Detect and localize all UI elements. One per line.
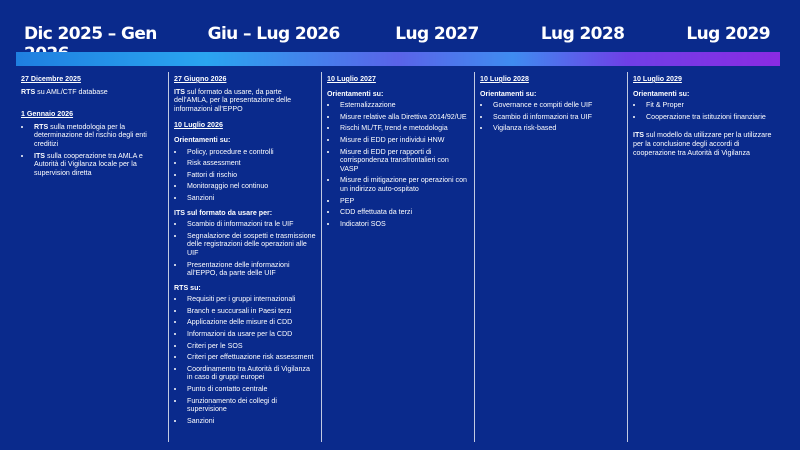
list-item: • Coordinamento tra Autorità di Vigilanza in caso di gruppi europei — [185, 365, 316, 382]
list-item: • Monitoraggio nel continuo — [185, 182, 316, 191]
period-header-2: Giu – Lug 2026 — [207, 24, 340, 44]
list-item: • Sanzioni — [185, 194, 316, 203]
list-item: • Criteri per le SOS — [185, 342, 316, 351]
list-item: • PEP — [338, 197, 469, 206]
paragraph-text: sul formato da usare, da parte dell’AMLA, per la presentazione delle informazioni all’EPPO — [174, 87, 292, 113]
date-heading: 10 Luglio 2029 — [633, 75, 682, 83]
list-item: • Scambio di informazioni tra le UIF — [185, 220, 316, 229]
subheading: RTS su: — [174, 283, 201, 292]
list-item: • Punto di contatto centrale — [185, 385, 316, 394]
paragraph — [174, 88, 316, 114]
bullet-list — [327, 101, 469, 228]
list-item: • Fattori di rischio — [185, 171, 316, 180]
timeline-gradient-bar — [16, 52, 780, 66]
paragraph-text: sul modello da utilizzare per la utilizzare per la conclusione degli accordi di cooperazione tra Autorità di Vigilanza — [633, 131, 772, 157]
paragraph-text: su AML/CTF database — [35, 87, 108, 96]
bullet-list — [174, 148, 316, 203]
list-item: • Rischi ML/TF, trend e metodologia — [338, 124, 469, 133]
list-item: • Risk assessment — [185, 159, 316, 168]
bullet-list — [174, 220, 316, 278]
date-heading: 27 Dicembre 2025 — [21, 75, 81, 83]
bullet-list — [174, 295, 316, 425]
column-lug-2029 — [628, 72, 780, 442]
acronym: RTS — [34, 122, 49, 131]
list-item: • Informazioni da usare per la CDD — [185, 330, 316, 339]
bullet-list — [480, 101, 622, 133]
list-item-text: sulla metodologia per la determinazione del rischio degli enti creditizi — [34, 122, 147, 148]
column-lug-2028 — [475, 72, 628, 442]
list-item: • Sanzioni — [185, 417, 316, 426]
bullet-list — [633, 101, 775, 121]
list-item: • Applicazione delle misure di CDD — [185, 318, 316, 327]
date-heading: 10 Luglio 2027 — [327, 75, 376, 83]
paragraph — [21, 88, 163, 97]
list-item: • Funzionamento dei collegi di supervisione — [185, 397, 316, 414]
column-giu-lug-2026 — [169, 72, 322, 442]
date-heading: 10 Luglio 2028 — [480, 75, 529, 83]
period-header-1: Dic 2025 – Gen — [24, 24, 157, 44]
acronym: ITS — [34, 151, 46, 160]
list-item: • Criteri per effettuazione risk assessment — [185, 353, 316, 362]
list-item: • Policy, procedure e controlli — [185, 148, 316, 157]
subheading: Orientamenti su: — [327, 89, 384, 98]
timeline-columns — [16, 72, 780, 442]
timeline-headers — [16, 18, 780, 50]
acronym: ITS — [633, 131, 645, 140]
list-item: • Vigilanza risk-based — [491, 124, 622, 133]
list-item: • Requisiti per i gruppi internazionali — [185, 295, 316, 304]
date-heading: 10 Luglio 2026 — [174, 121, 223, 130]
list-item: • Branch e succursali in Paesi terzi — [185, 307, 316, 316]
list-item: • Misure di mitigazione per operazioni con un indirizzo auto-ospitato — [338, 176, 469, 193]
list-item: • Governance e compiti delle UIF — [491, 101, 622, 110]
list-item-text: sulla cooperazione tra AMLA e Autorità di Vigilanza locale per la supervision diretta — [34, 151, 143, 177]
acronym: ITS — [174, 87, 186, 96]
column-dic2025-gen2026 — [16, 72, 169, 442]
period-header-4: Lug 2028 — [540, 24, 625, 44]
acronym: RTS — [21, 87, 36, 96]
list-item: • Presentazione delle informazioni all’EPPO, da parte delle UIF — [185, 261, 316, 278]
list-item: • Misure di EDD per rapporti di corrispondenza transfrontalieri con VASP — [338, 148, 469, 174]
list-item: • Segnalazione dei sospetti e trasmissione delle registrazioni delle operazioni alle UIF — [185, 232, 316, 258]
list-item: • Misure relative alla Direttiva 2014/92/UE — [338, 113, 469, 122]
period-header-5: Lug 2029 — [686, 24, 770, 44]
subheading: Orientamenti su: — [480, 89, 537, 98]
list-item: • CDD effettuata da terzi — [338, 208, 469, 217]
list-item: • Scambio di informazioni tra UIF — [491, 113, 622, 122]
list-item — [32, 123, 163, 149]
list-item: • Indicatori SOS — [338, 220, 469, 229]
list-item: • Fit & Proper — [644, 101, 775, 110]
date-heading: 1 Gennaio 2026 — [21, 110, 74, 119]
date-heading: 27 Giugno 2026 — [174, 75, 227, 83]
bullet-list — [21, 123, 163, 178]
column-lug-2027 — [322, 72, 475, 442]
paragraph — [633, 131, 775, 157]
subheading: Orientamenti su: — [633, 89, 690, 98]
list-item: • Cooperazione tra istituzioni finanziarie — [644, 113, 775, 122]
period-header-3: Lug 2027 — [395, 24, 479, 44]
list-item — [32, 152, 163, 178]
subheading: Orientamenti su: — [174, 135, 231, 144]
subheading: ITS sul formato da usare per: — [174, 208, 273, 217]
list-item: • Esternalizzazione — [338, 101, 469, 110]
list-item: • Misure di EDD per individui HNW — [338, 136, 469, 145]
